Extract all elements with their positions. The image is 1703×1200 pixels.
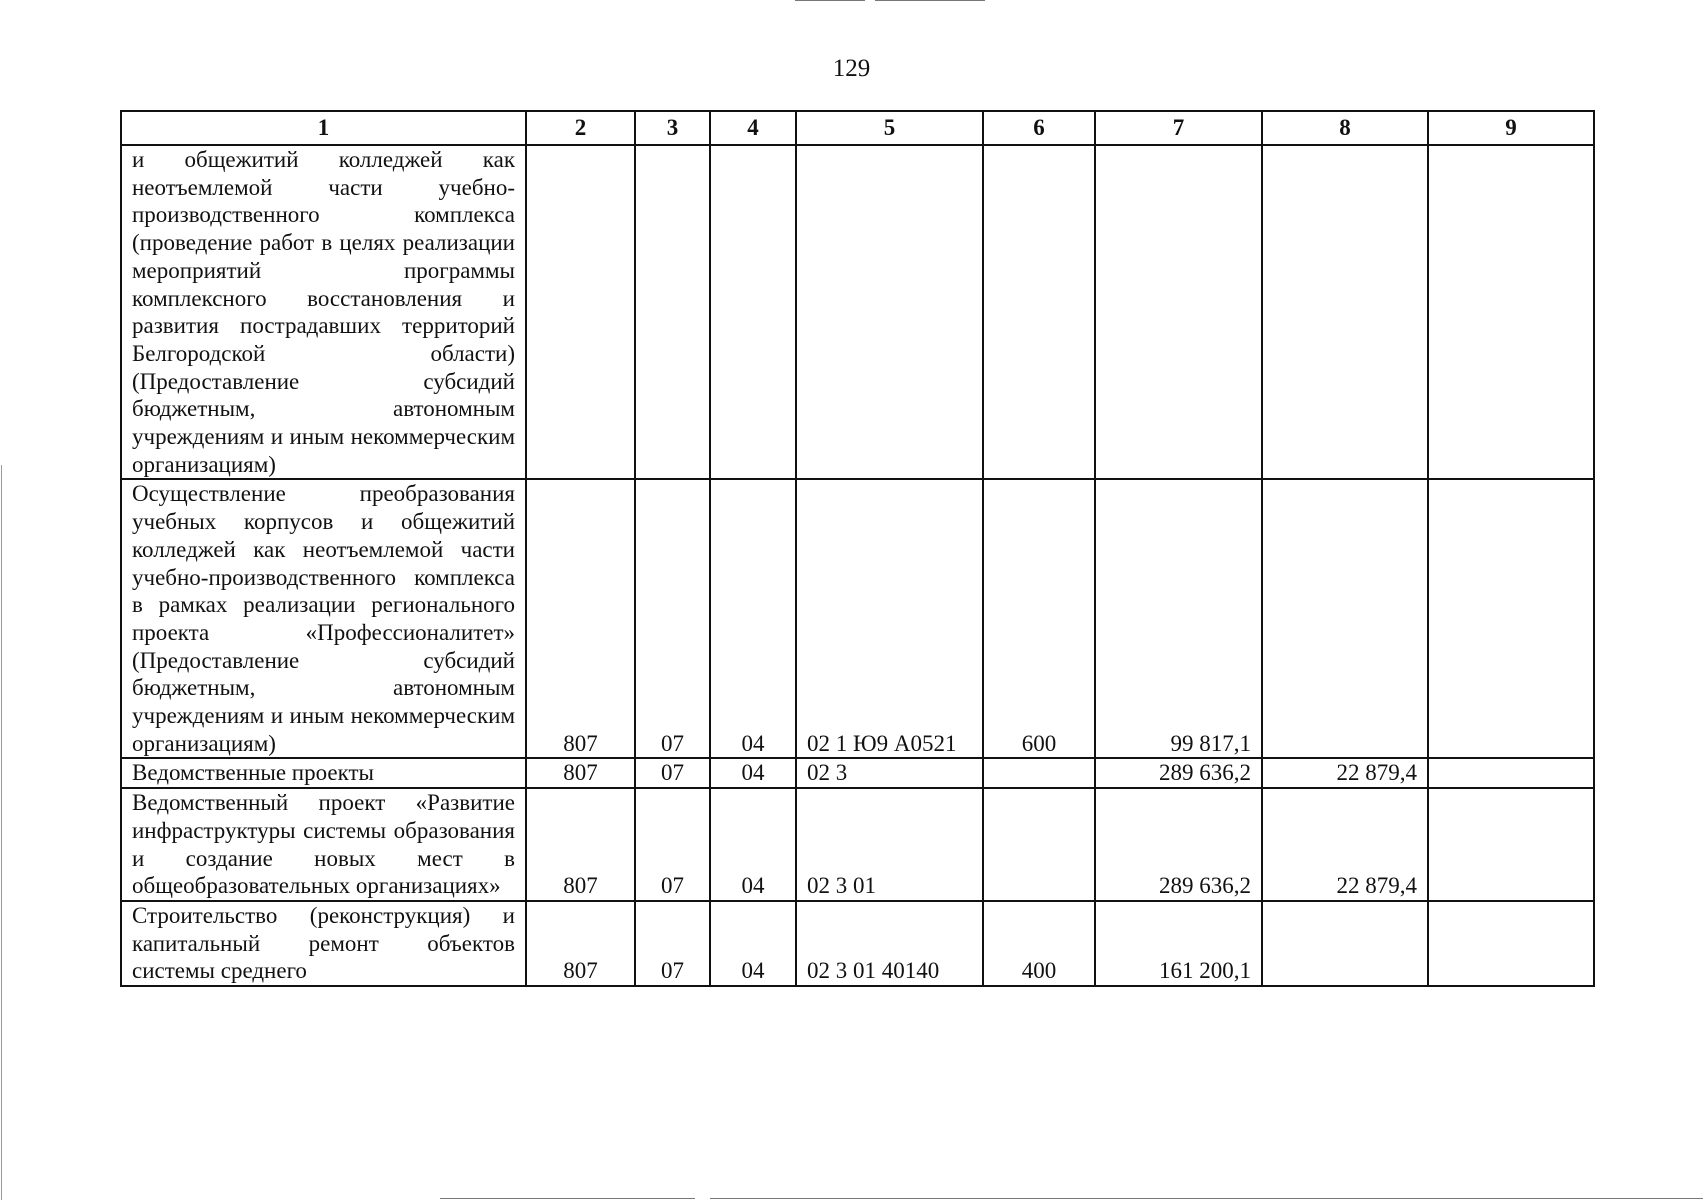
cell-col-5: 02 3 bbox=[796, 758, 983, 788]
cell-col-9 bbox=[1428, 145, 1594, 479]
cell-col-9 bbox=[1428, 758, 1594, 788]
table-row bbox=[121, 145, 1594, 479]
cell-col-7: 289 636,2 bbox=[1095, 788, 1262, 901]
table-row bbox=[121, 758, 1594, 788]
column-header: 5 bbox=[796, 111, 983, 145]
scan-artifact-bottom-right bbox=[710, 1198, 1703, 1199]
cell-col-4: 04 bbox=[710, 479, 796, 758]
cell-col-4: 04 bbox=[710, 758, 796, 788]
cell-col-6 bbox=[983, 758, 1095, 788]
column-header: 7 bbox=[1095, 111, 1262, 145]
column-header: 6 bbox=[983, 111, 1095, 145]
scan-artifact-top-right bbox=[875, 0, 985, 1]
cell-col-6: 400 bbox=[983, 901, 1095, 986]
column-header: 2 bbox=[526, 111, 635, 145]
table-row bbox=[121, 479, 1594, 758]
cell-col-8: 22 879,4 bbox=[1262, 788, 1428, 901]
row-description: и общежитий колледжей как неотъемлемой части учебно-производственного комплекса (проведение работ в целях реализации мероприятий программы комплексного восстановления и развития пострадавших территорий Белгородской области) (Предоставление субсидий бюджетным, автономным учреждениям и иным некоммерческим организациям) bbox=[121, 145, 526, 479]
scan-artifact-top-left bbox=[795, 0, 865, 1]
row-description: Ведомственный проект «Развитие инфраструктуры системы образования и создание новых мест в общеобразовательных организациях» bbox=[121, 788, 526, 901]
cell-col-6 bbox=[983, 788, 1095, 901]
scan-artifact-bottom-left bbox=[440, 1198, 695, 1199]
cell-col-5: 02 3 01 40140 bbox=[796, 901, 983, 986]
cell-col-5: 02 1 Ю9 А0521 bbox=[796, 479, 983, 758]
cell-col-2: 807 bbox=[526, 758, 635, 788]
scan-artifact-left-edge bbox=[1, 465, 2, 1200]
row-description: Строительство (реконструкция) и капитальный ремонт объектов системы среднего bbox=[121, 901, 526, 986]
cell-col-9 bbox=[1428, 479, 1594, 758]
cell-col-6: 600 bbox=[983, 479, 1095, 758]
row-description: Ведомственные проекты bbox=[121, 758, 526, 788]
budget-table-container bbox=[120, 110, 1595, 987]
page-number: 129 bbox=[832, 55, 871, 82]
cell-col-2: 807 bbox=[526, 479, 635, 758]
cell-col-2 bbox=[526, 145, 635, 479]
cell-col-5: 02 3 01 bbox=[796, 788, 983, 901]
cell-col-8 bbox=[1262, 145, 1428, 479]
cell-col-3: 07 bbox=[635, 758, 710, 788]
cell-col-3: 07 bbox=[635, 901, 710, 986]
cell-col-6 bbox=[983, 145, 1095, 479]
column-header: 4 bbox=[710, 111, 796, 145]
cell-col-7: 289 636,2 bbox=[1095, 758, 1262, 788]
cell-col-7: 99 817,1 bbox=[1095, 479, 1262, 758]
cell-col-3: 07 bbox=[635, 479, 710, 758]
cell-col-7: 161 200,1 bbox=[1095, 901, 1262, 986]
cell-col-8 bbox=[1262, 901, 1428, 986]
cell-col-4: 04 bbox=[710, 901, 796, 986]
cell-col-3 bbox=[635, 145, 710, 479]
column-header: 3 bbox=[635, 111, 710, 145]
cell-col-7 bbox=[1095, 145, 1262, 479]
cell-col-8: 22 879,4 bbox=[1262, 758, 1428, 788]
cell-col-2: 807 bbox=[526, 788, 635, 901]
table-header-row bbox=[121, 111, 1594, 145]
column-header: 9 bbox=[1428, 111, 1594, 145]
cell-col-5 bbox=[796, 145, 983, 479]
table-row bbox=[121, 901, 1594, 986]
cell-col-4: 04 bbox=[710, 788, 796, 901]
cell-col-2: 807 bbox=[526, 901, 635, 986]
table-row bbox=[121, 788, 1594, 901]
column-header: 8 bbox=[1262, 111, 1428, 145]
cell-col-8 bbox=[1262, 479, 1428, 758]
cell-col-9 bbox=[1428, 788, 1594, 901]
cell-col-4 bbox=[710, 145, 796, 479]
budget-table bbox=[120, 110, 1595, 987]
row-description: Осуществление преобразования учебных корпусов и общежитий колледжей как неотъемлемой части учебно-производственного комплекса в рамках реализации регионального проекта «Профессионалитет» (Предоставление субсидий бюджетным, автономным учреждениям и иным некоммерческим организациям) bbox=[121, 479, 526, 758]
column-header: 1 bbox=[121, 111, 526, 145]
cell-col-3: 07 bbox=[635, 788, 710, 901]
cell-col-9 bbox=[1428, 901, 1594, 986]
